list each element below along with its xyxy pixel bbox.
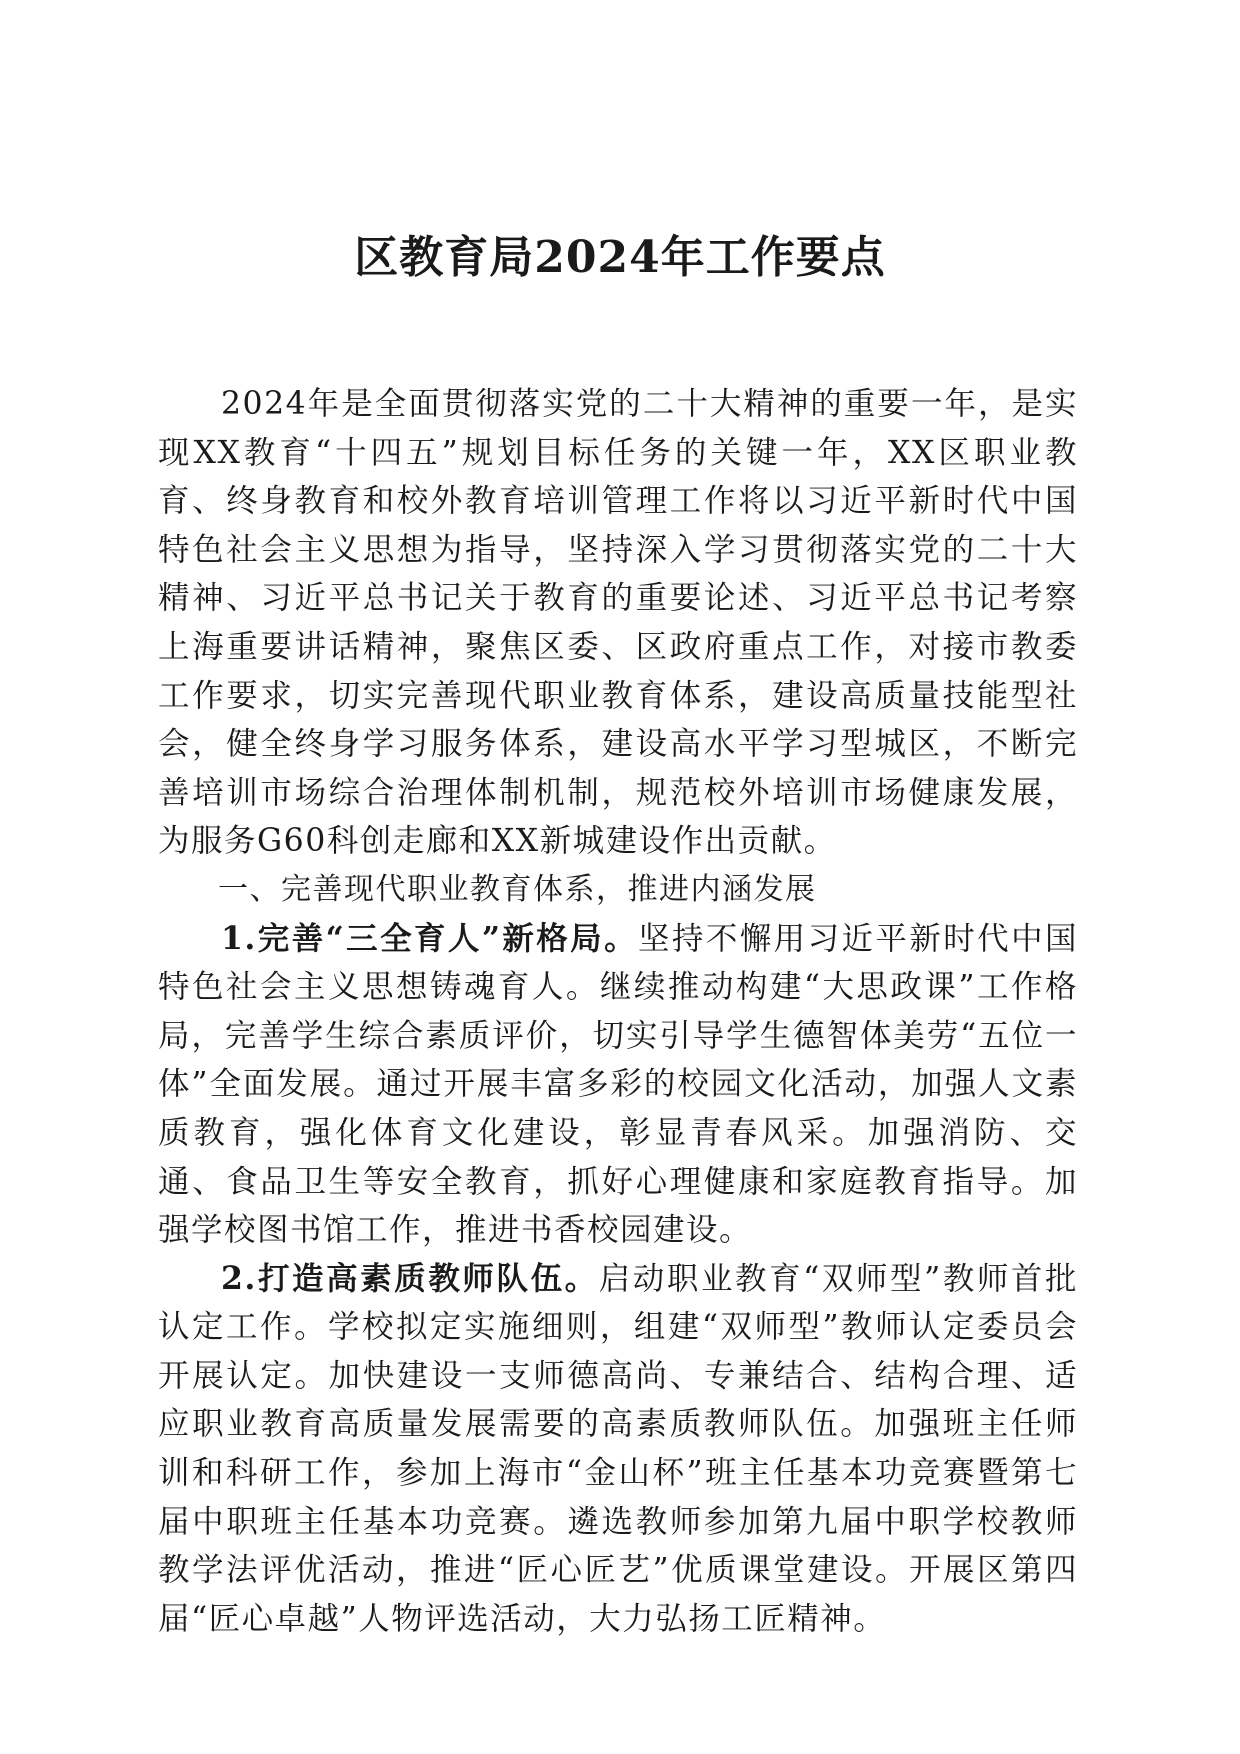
item-1-body: 坚持不懈用习近平新时代中国特色社会主义思想铸魂育人。继续推动构建“大思政课”工作格局，完善学生综合素质评价，切实引导学生德智体美劳“五位一体”全面发展。通过开展丰富多彩的校园文化活动，加强人文素质教育，强化体育文化建设，彰显青春风采。加强消防、交通、食品卫生等安全教育，抓好心理健康和家庭教育指导。加强学校图书馆工作，推进书香校园建设。 [158,920,1078,1249]
item-1-lead: 1.完善“三全育人”新格局。 [221,919,639,957]
section-heading: 一、完善现代职业教育体系，推进内涵发展 [218,871,817,907]
item-1-paragraph [158,915,1078,1255]
intro-paragraph: 2024年是全面贯彻落实党的二十大精神的重要一年，是实现XX教育“十四五”规划目标任务的关键一年，XX区职业教育、终身教育和校外教育培训管理工作将以习近平新时代中国特色社会主义思想为指导，坚持深入学习贯彻落实党的二十大精神、习近平总书记关于教育的重要论述、习近平总书记考察上海重要讲话精神，聚焦区委、区政府重点工作，对接市教委工作要求，切实完善现代职业教育体系，建设高质量技能型社会，健全终身学习服务体系，建设高水平学习型城区，不断完善培训市场综合治理体制机制，规范校外培训市场健康发展，为服务G60科创走廊和XX新城建设作出贡献。 [158,386,1078,860]
item-2-body: 启动职业教育“双师型”教师首批认定工作。学校拟定实施细则，组建“双师型”教师认定委员会开展认定。加快建设一支师德高尚、专兼结合、结构合理、适应职业教育高质量发展需要的高素质教师队伍。加强班主任师训和科研工作，参加上海市“金山杯”班主任基本功竞赛暨第七届中职班主任基本功竞赛。遴选教师参加第九届中职学校教师教学法评优活动，推进“匠心匠艺”优质课堂建设。开展区第四届“匠心卓越”人物评选活动，大力弘扬工匠精神。 [158,1260,1078,1637]
item-2-lead: 2.打造高素质教师队伍。 [221,1259,599,1297]
item-2-paragraph [158,1255,1078,1644]
document-body [158,380,1078,1643]
document-title: 区教育局2024年工作要点 [354,232,886,283]
